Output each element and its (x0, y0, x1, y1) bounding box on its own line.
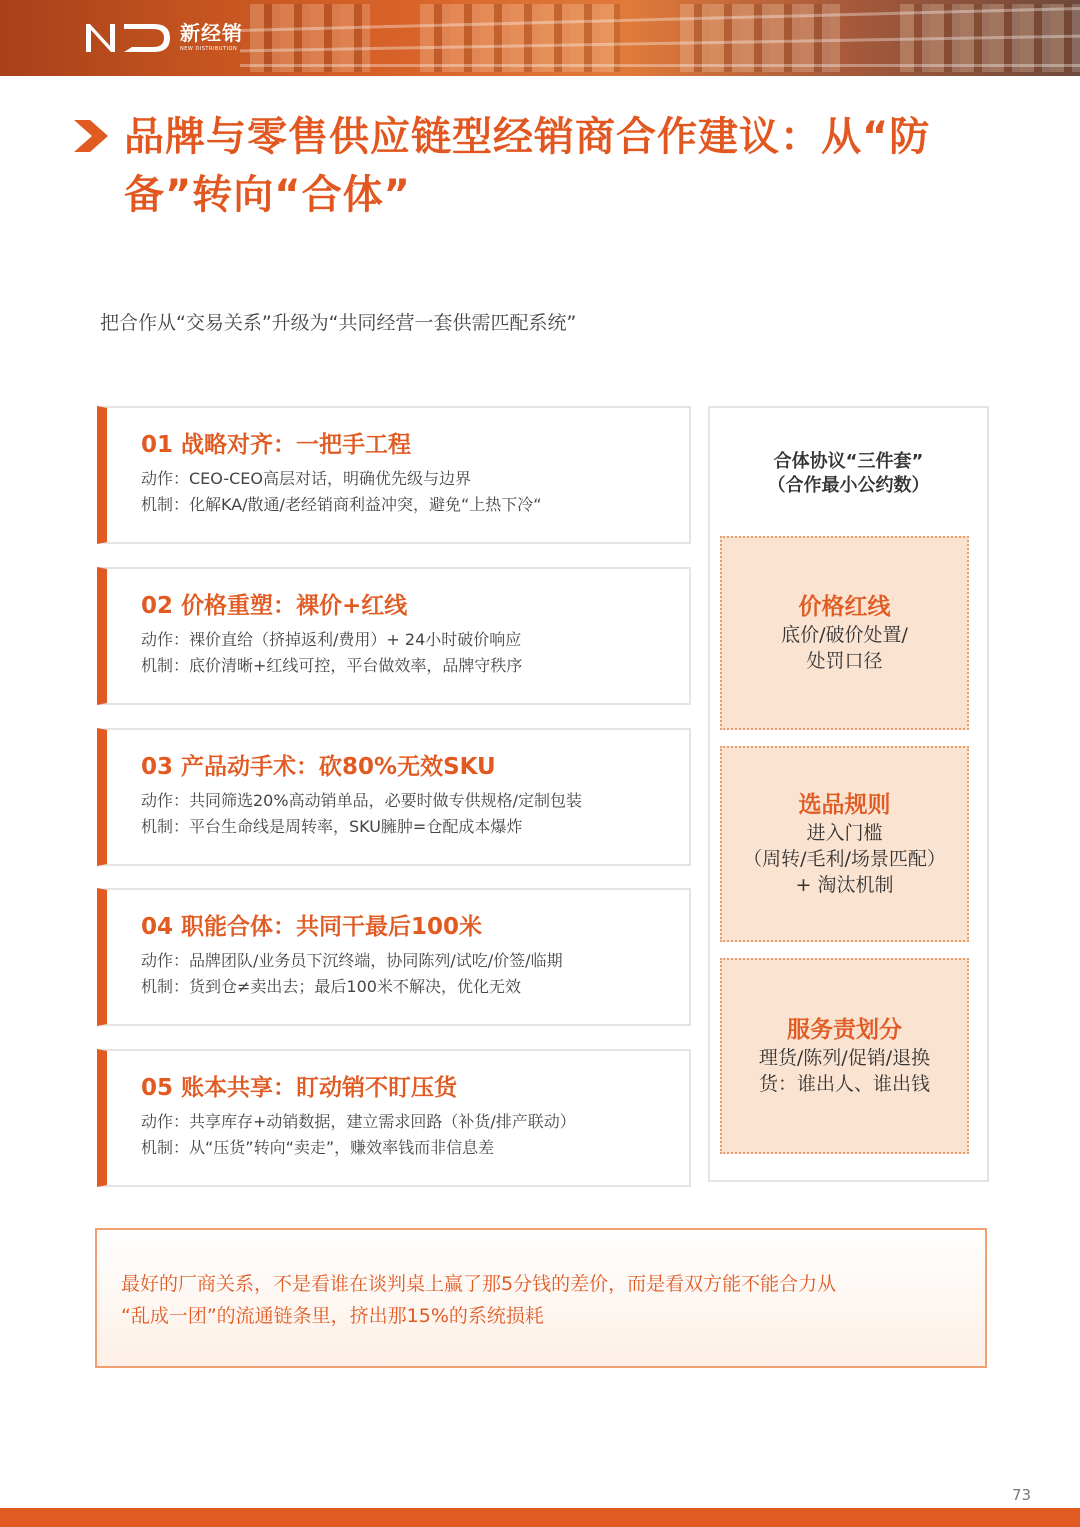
box-text: 理货/陈列/促销/退换 (758, 1047, 931, 1069)
card-mechanism: 机制：从“压货”转向“卖走”，赚效率钱而非信息差 (141, 1138, 495, 1157)
shelf-decoration (420, 4, 620, 72)
box-text: （周转/毛利/场景匹配） (743, 848, 946, 870)
selection-rules-box (720, 746, 969, 942)
brand-logo (84, 20, 243, 54)
key-quote (95, 1228, 987, 1368)
box-title: 价格红线 (798, 594, 891, 620)
card-heading: 04 职能合体：共同干最后100米 (141, 914, 483, 940)
logo-text: 新经销 (180, 20, 243, 45)
box-title: 服务责划分 (787, 1017, 902, 1043)
box-text: 处罚口径 (806, 650, 883, 672)
box-text: 底价/破价处置/ (781, 624, 908, 646)
card-heading: 02 价格重塑：裸价+红线 (141, 593, 408, 619)
nd-logo-icon (84, 20, 172, 54)
box-text: 货：谁出人、谁出钱 (758, 1073, 930, 1095)
header-banner (0, 0, 1080, 76)
page-subtitle: 把合作从“交易关系”升级为“共同经营一套供需匹配系统” (100, 312, 577, 334)
card-mechanism: 机制：货到仓≠卖出去；最后100米不解决，优化无效 (141, 977, 521, 996)
card-action: 动作：共享库存+动销数据，建立需求回路（补货/排产联动） (141, 1112, 576, 1131)
panel-title-line: （合作最小公约数） (767, 475, 930, 496)
strategy-card (97, 888, 691, 1026)
shelf-decoration (250, 4, 370, 72)
price-redline-box (720, 536, 969, 730)
quote-line: “乱成一团”的流通链条里，挤出那15%的系统损耗 (121, 1305, 544, 1327)
quote-line: 最好的厂商关系，不是看谁在谈判桌上赢了那5分钱的差价，而是看双方能不能合力从 (121, 1273, 837, 1295)
box-title: 选品规则 (798, 792, 891, 818)
service-duty-box (720, 958, 969, 1154)
chevron-right-icon (74, 120, 108, 152)
strategy-card (97, 406, 691, 544)
card-heading: 03 产品动手术：砍80%无效SKU (141, 754, 496, 780)
page-title: 品牌与零售供应链型经销商合作建议：从“防备”转向“合体” (124, 114, 931, 218)
agreement-panel (708, 406, 989, 1182)
quote-text (121, 1268, 971, 1332)
page-number: 73 (1012, 1486, 1032, 1504)
panel-title (710, 450, 987, 498)
panel-title-line: 合体协议“三件套” (773, 451, 924, 472)
card-mechanism: 机制：化解KA/散通/老经销商利益冲突，避免“上热下冷“ (141, 495, 542, 514)
shelf-line (240, 64, 1080, 67)
card-heading: 05 账本共享：盯动销不盯压货 (141, 1075, 458, 1101)
card-action: 动作：品牌团队/业务员下沉终端，协同陈列/试吃/价签/临期 (141, 951, 563, 970)
logo-subtext: NEW DISTRIBUTION (180, 45, 238, 52)
strategy-card (97, 1049, 691, 1187)
box-text: + 淘汰机制 (795, 874, 894, 896)
footer-bar (0, 1508, 1080, 1527)
card-action: 动作：裸价直给（挤掉返利/费用）+ 24小时破价响应 (141, 630, 522, 649)
strategy-card (97, 567, 691, 705)
card-mechanism: 机制：平台生命线是周转率，SKU臃肿=仓配成本爆炸 (141, 817, 523, 836)
card-heading: 01 战略对齐：一把手工程 (141, 432, 412, 458)
card-action: 动作：共同筛选20%高动销单品，必要时做专供规格/定制包装 (141, 791, 582, 810)
card-action: 动作：CEO-CEO高层对话，明确优先级与边界 (141, 469, 471, 488)
card-mechanism: 机制：底价清晰+红线可控，平台做效率，品牌守秩序 (141, 656, 523, 675)
box-text: 进入门槛 (806, 822, 883, 844)
strategy-card (97, 728, 691, 866)
